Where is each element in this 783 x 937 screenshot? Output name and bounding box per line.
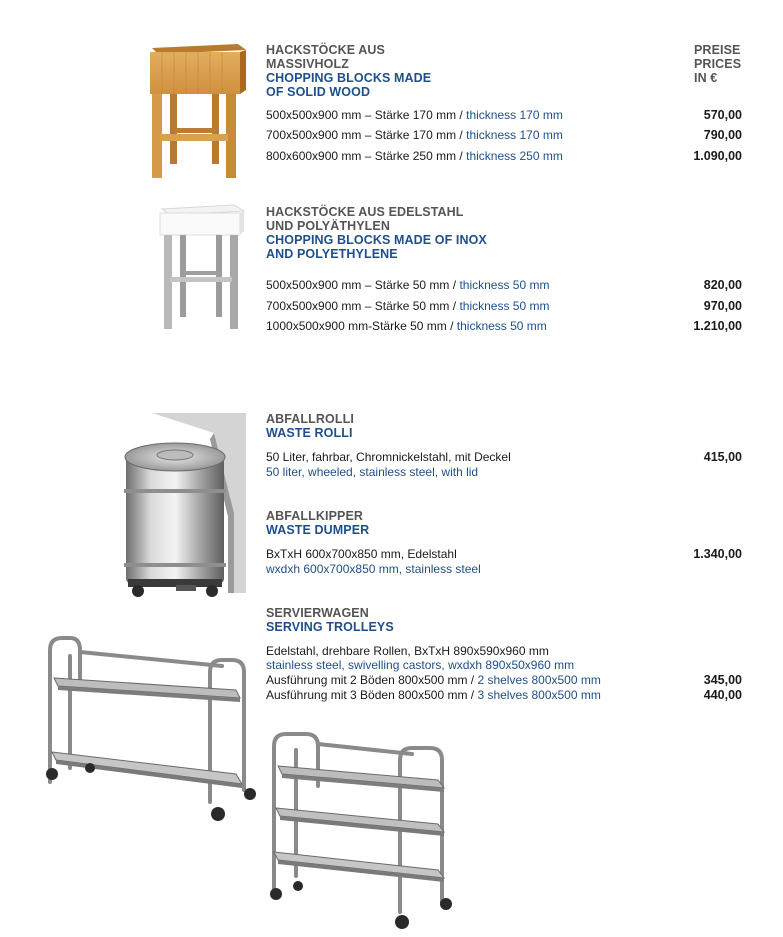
spec-de: 800x600x900 mm – Stärke 250 mm / xyxy=(266,149,467,163)
product-row xyxy=(266,319,547,333)
spec-de: 1000x500x900 mm-Stärke 50 mm / xyxy=(266,319,457,333)
section-title-de: HACKSTÖCKE AUS xyxy=(266,43,385,57)
price: 1.090,00 xyxy=(693,149,742,163)
price-header-line3: IN € xyxy=(694,71,718,85)
serving-trolley-2-shelves-image xyxy=(40,632,264,828)
price: 790,00 xyxy=(703,128,742,142)
spec-en: thickness 170 mm xyxy=(466,108,563,122)
spec-de: Ausführung mit 2 Böden 800x500 mm / xyxy=(266,673,478,687)
spec-de: 500x500x900 mm – Stärke 170 mm / xyxy=(266,108,467,122)
section-title-de: MASSIVHOLZ xyxy=(266,57,349,71)
price: 440,00 xyxy=(703,688,742,702)
section-title-de: SERVIERWAGEN xyxy=(266,606,369,620)
waste-rolli-image xyxy=(118,413,246,605)
section-chopping-blocks-inox xyxy=(266,205,487,261)
section-title-de: ABFALLROLLI xyxy=(266,412,354,426)
spec-de: 700x500x900 mm – Stärke 170 mm / xyxy=(266,128,467,142)
price: 1.340,00 xyxy=(693,547,742,561)
price: 970,00 xyxy=(703,299,742,313)
section-title-de: HACKSTÖCKE AUS EDELSTAHL xyxy=(266,205,464,219)
spec-en: thickness 250 mm xyxy=(466,149,563,163)
serving-trolley-3-shelves-image xyxy=(262,726,462,936)
product-desc-en: 50 liter, wheeled, stainless steel, with lid xyxy=(266,465,479,479)
spec-en: 2 shelves 800x500 mm xyxy=(477,673,601,687)
product-row xyxy=(266,278,549,292)
spec-en: thickness 50 mm xyxy=(459,278,550,292)
price: 570,00 xyxy=(703,108,742,122)
spec-de: Ausführung mit 3 Böden 800x500 mm / xyxy=(266,688,478,702)
section-title-en: AND POLYETHYLENE xyxy=(266,247,398,261)
product-desc-de: 50 Liter, fahrbar, Chromnickelstahl, mit Deckel xyxy=(266,450,511,464)
section-waste-dumper xyxy=(266,509,369,537)
product-desc-de: BxTxH 600x700x850 mm, Edelstahl xyxy=(266,547,457,561)
product-row xyxy=(266,128,563,142)
price: 1.210,00 xyxy=(693,319,742,333)
wood-chopping-block-image xyxy=(140,40,250,182)
section-title-en: WASTE DUMPER xyxy=(266,523,370,537)
price: 345,00 xyxy=(703,673,742,687)
product-desc-de: Edelstahl, drehbare Rollen, BxTxH 890x590x960 mm xyxy=(266,644,549,658)
spec-de: 700x500x900 mm – Stärke 50 mm / xyxy=(266,299,460,313)
product-row xyxy=(266,688,601,702)
section-title-en: CHOPPING BLOCKS MADE OF INOX xyxy=(266,233,487,247)
product-row xyxy=(266,299,549,313)
section-title-de: ABFALLKIPPER xyxy=(266,509,364,523)
product-desc-en: stainless steel, swivelling castors, wxdxh 890x50x960 mm xyxy=(266,658,575,672)
product-row xyxy=(266,673,601,687)
price-header-line1: PREISE xyxy=(694,43,741,57)
section-title-en: SERVING TROLLEYS xyxy=(266,620,394,634)
product-row xyxy=(266,108,563,122)
spec-en: thickness 50 mm xyxy=(456,319,547,333)
spec-en: 3 shelves 800x500 mm xyxy=(477,688,601,702)
spec-en: thickness 170 mm xyxy=(466,128,563,142)
section-title-en: CHOPPING BLOCKS MADE xyxy=(266,71,432,85)
section-waste-rolli xyxy=(266,412,354,440)
section-chopping-blocks-wood xyxy=(266,43,431,99)
section-title-en: OF SOLID WOOD xyxy=(266,85,371,99)
spec-en: thickness 50 mm xyxy=(459,299,550,313)
section-title-de: UND POLYÄTHYLEN xyxy=(266,219,390,233)
product-desc-en: wxdxh 600x700x850 mm, stainless steel xyxy=(266,562,481,576)
price-header-line2: PRICES xyxy=(694,57,742,71)
price: 820,00 xyxy=(703,278,742,292)
inox-chopping-block-image xyxy=(152,203,248,333)
price-column-header xyxy=(694,43,754,85)
spec-de: 500x500x900 mm – Stärke 50 mm / xyxy=(266,278,460,292)
section-serving-trolleys xyxy=(266,606,394,634)
section-title-en: WASTE ROLLI xyxy=(266,426,353,440)
price: 415,00 xyxy=(703,450,742,464)
product-row xyxy=(266,149,563,163)
